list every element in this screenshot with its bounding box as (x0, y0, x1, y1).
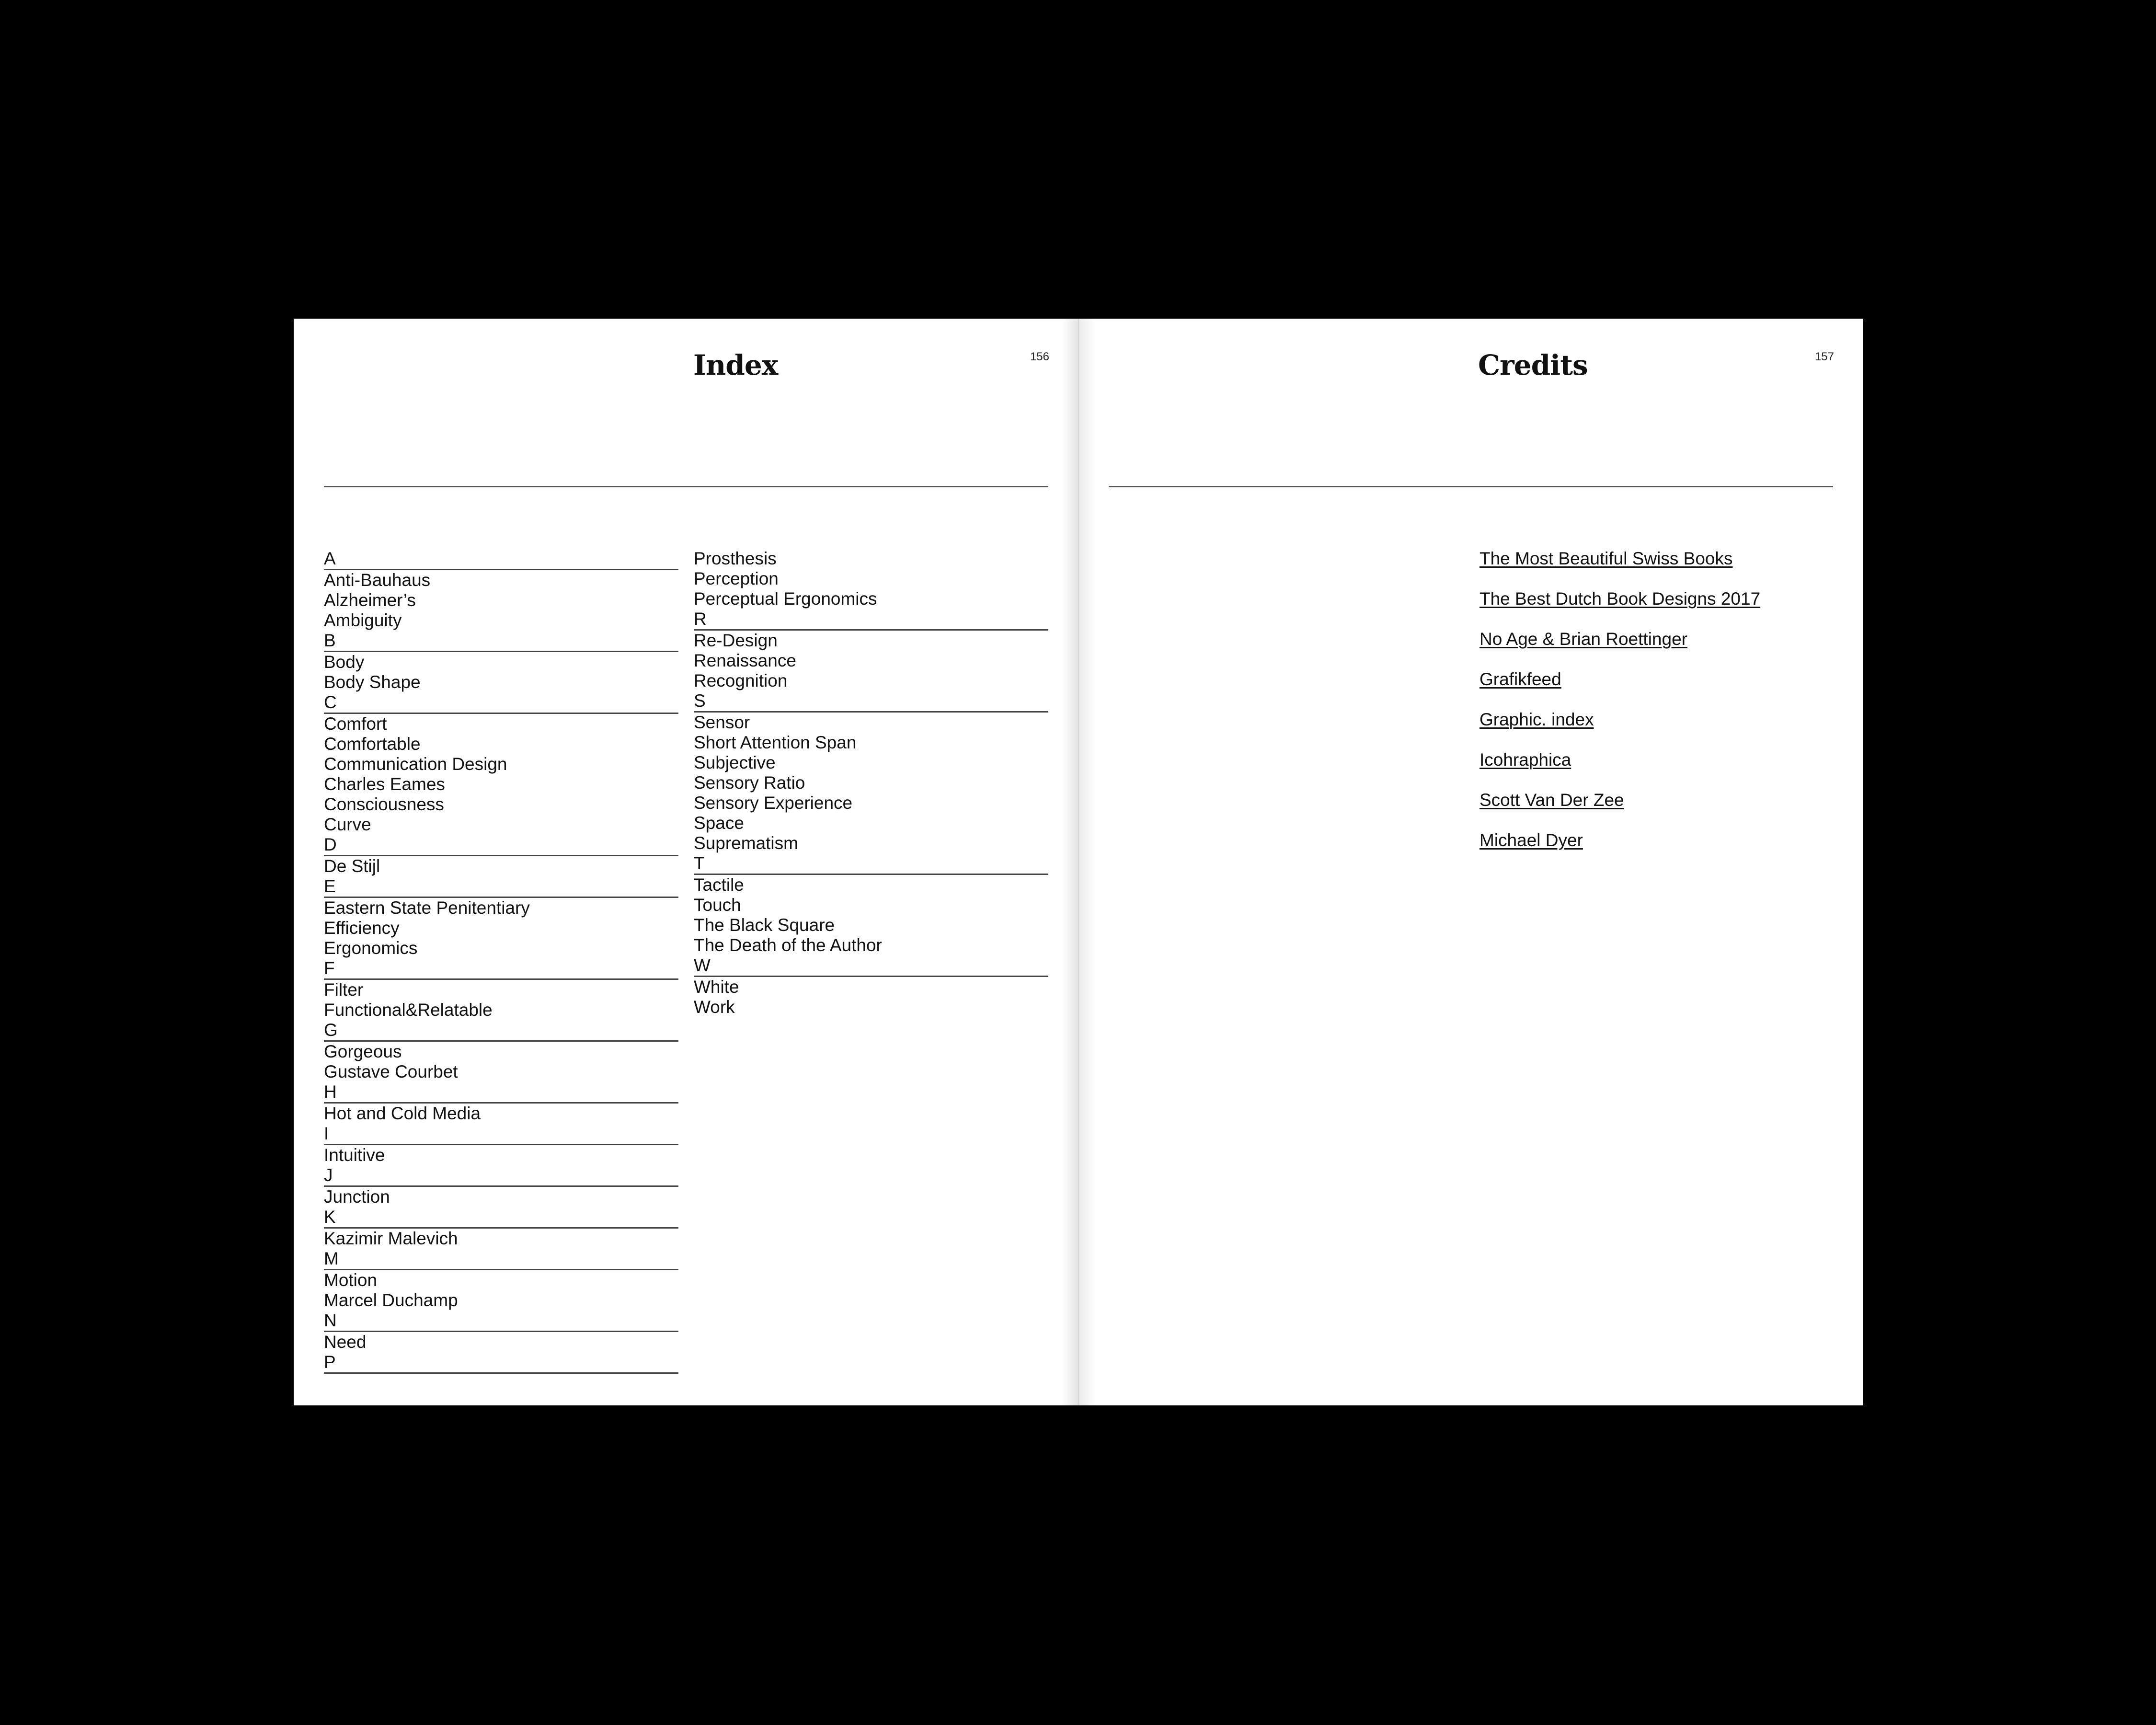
index-letter-heading: C (324, 692, 678, 714)
page-number: 157 (1814, 350, 1834, 363)
index-letter-heading: I (324, 1124, 678, 1145)
credits-list (1479, 549, 1760, 871)
index-term: Sensory Experience (694, 793, 853, 813)
index-term: Motion (324, 1270, 378, 1290)
page-number: 156 (1030, 350, 1049, 363)
index-term: Eastern State Penitentiary (324, 898, 530, 918)
credit-link[interactable]: Graphic. index (1479, 710, 1594, 729)
index-term: Space (694, 813, 744, 833)
index-term: Renaissance (694, 651, 796, 670)
index-letter-heading: J (324, 1165, 678, 1187)
index-term: Communication Design (324, 754, 507, 774)
index-letter-heading: R (694, 609, 1048, 631)
index-term: Charles Eames (324, 774, 445, 794)
index-term: Filter (324, 980, 364, 1000)
index-letter-heading: G (324, 1020, 678, 1042)
index-term: Curve (324, 815, 371, 834)
index-term: Alzheimer’s (324, 590, 416, 610)
index-term: Consciousness (324, 794, 444, 814)
header-rule (1109, 486, 1833, 487)
index-term: Recognition (694, 671, 788, 690)
index-term: Ambiguity (324, 610, 402, 630)
index-letter-heading: K (324, 1207, 678, 1229)
index-letter-heading: N (324, 1311, 678, 1332)
credit-link[interactable]: Michael Dyer (1479, 830, 1583, 850)
index-column-2 (694, 549, 1048, 1017)
index-term: Re-Design (694, 631, 778, 650)
index-term: Sensory Ratio (694, 773, 805, 793)
index-term: Functional&Relatable (324, 1000, 493, 1020)
index-term: Intuitive (324, 1145, 385, 1165)
index-term: Subjective (694, 753, 776, 772)
page-title: Credits (1478, 349, 1588, 381)
index-letter-heading: W (694, 955, 1048, 977)
index-term: Suprematism (694, 833, 798, 853)
index-term: Prosthesis (694, 549, 777, 568)
index-term: Need (324, 1332, 367, 1352)
page-title: Index (693, 349, 778, 381)
credit-link[interactable]: Scott Van Der Zee (1479, 790, 1624, 810)
index-letter-heading: M (324, 1249, 678, 1270)
index-term: Sensor (694, 713, 750, 732)
index-term: Kazimir Malevich (324, 1229, 458, 1248)
index-letter-heading: T (694, 853, 1048, 875)
index-term: Perception (694, 569, 779, 588)
index-term: Anti-Bauhaus (324, 570, 431, 590)
index-term: Ergonomics (324, 938, 418, 958)
index-letter-heading: F (324, 958, 678, 980)
index-term: Gorgeous (324, 1042, 402, 1061)
index-term: White (694, 977, 739, 997)
index-term: Body Shape (324, 672, 421, 692)
index-term: Body (324, 652, 365, 672)
index-term: Touch (694, 895, 741, 915)
index-letter-heading: S (694, 691, 1048, 713)
index-letter-heading: E (324, 876, 678, 898)
index-column-1 (324, 549, 678, 1374)
index-term: Comfort (324, 714, 387, 734)
index-term: Junction (324, 1187, 390, 1207)
index-term: Efficiency (324, 918, 400, 938)
credits-page (1078, 319, 1863, 1405)
header-rule (324, 486, 1048, 487)
index-term: Short Attention Span (694, 733, 857, 752)
index-term: Hot and Cold Media (324, 1104, 481, 1123)
credit-link[interactable]: The Best Dutch Book Designs 2017 (1479, 589, 1761, 609)
index-term: Marcel Duchamp (324, 1290, 458, 1310)
index-letter-heading: A (324, 549, 678, 570)
index-page (294, 319, 1078, 1405)
index-term: Gustave Courbet (324, 1062, 458, 1081)
credit-link[interactable]: Grafikfeed (1479, 669, 1561, 689)
credit-link[interactable]: The Most Beautiful Swiss Books (1479, 549, 1733, 568)
index-term: Perceptual Ergonomics (694, 589, 877, 609)
index-term: Tactile (694, 875, 744, 895)
index-term: Comfortable (324, 734, 421, 754)
index-letter-heading: P (324, 1352, 678, 1374)
index-term: The Black Square (694, 915, 835, 935)
index-term: De Stijl (324, 856, 380, 876)
credit-link[interactable]: No Age & Brian Roettinger (1479, 629, 1687, 649)
credit-link[interactable]: Icohraphica (1479, 750, 1571, 770)
index-letter-heading: B (324, 631, 678, 652)
index-letter-heading: H (324, 1082, 678, 1104)
index-term: The Death of the Author (694, 935, 882, 955)
index-letter-heading: D (324, 835, 678, 856)
index-term: Work (694, 997, 735, 1017)
book-spread (294, 319, 1863, 1405)
